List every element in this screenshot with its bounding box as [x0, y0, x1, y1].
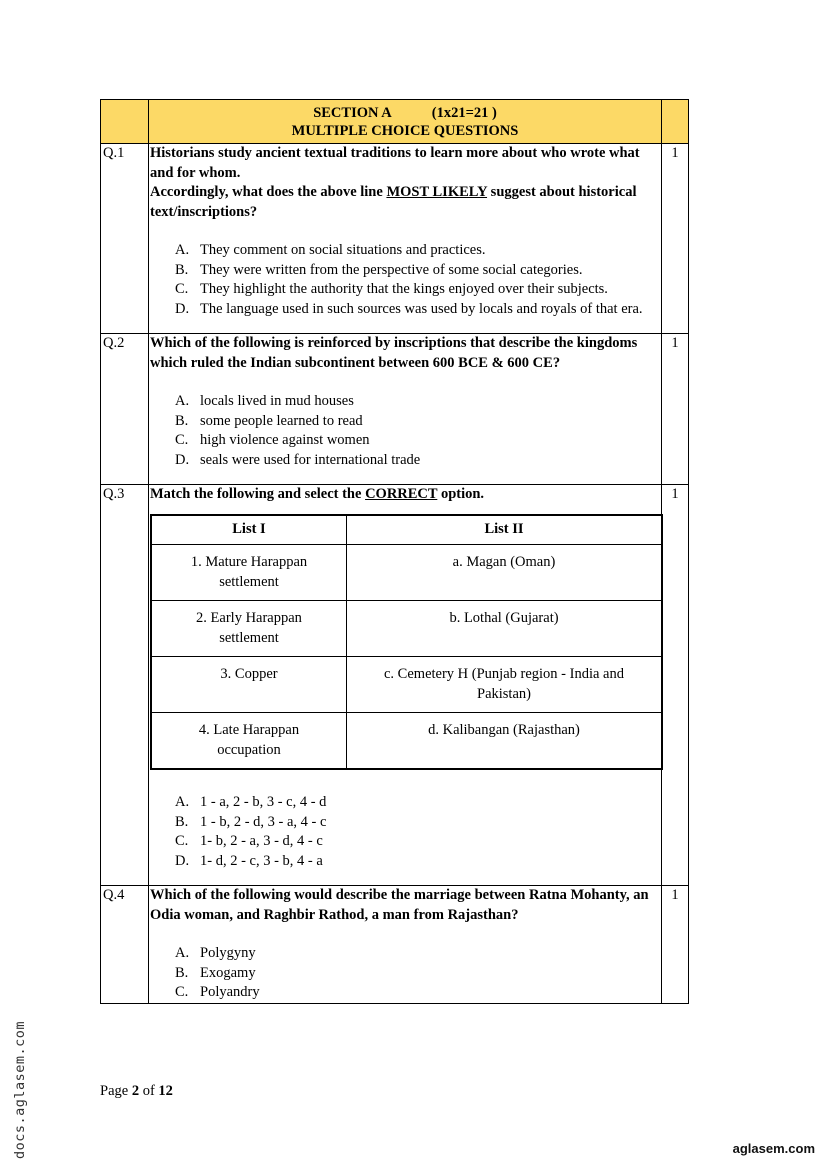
options-list: [150, 793, 661, 871]
section-title: SECTION A: [313, 105, 392, 121]
page-current: 2: [131, 1083, 140, 1099]
option-c: C. 1- b, 2 - a, 3 - d, 4 - c: [175, 833, 323, 849]
question-body: [149, 886, 662, 1004]
options-list: [150, 944, 661, 1003]
question-row-4: [101, 886, 689, 1004]
question-body: [149, 334, 662, 485]
question-marks: 1: [662, 144, 689, 334]
match-header-list-2: List II: [347, 515, 662, 545]
options-list: [150, 392, 661, 470]
question-marks: 1: [662, 334, 689, 485]
page-word: Page: [100, 1083, 129, 1099]
emphasis-underline: CORRECT: [365, 486, 438, 502]
section-header: [149, 100, 662, 144]
section-marks-scheme: (1x21=21 ): [431, 105, 497, 121]
option-c: C. high violence against women: [175, 432, 370, 448]
question-marks: 1: [662, 485, 689, 886]
question-number: Q.3: [101, 485, 149, 886]
section-header-row: [101, 100, 689, 144]
option-d: D. seals were used for international trade: [175, 451, 421, 468]
question-row-2: [101, 334, 689, 485]
option-a: A. locals lived in mud houses: [175, 393, 354, 409]
question-text: Historians study ancient textual traditions to learn more about who wrote what and for whom. Accordingly, what does the above line MOST LIKELY suggest about historical text/inscriptions?: [150, 145, 640, 220]
question-text: Which of the following would describe the marriage between Ratna Mohanty, an Odia woman, and Raghbir Rathod, a man from Rajasthan?: [150, 887, 649, 923]
question-text: Which of the following is reinforced by inscriptions that describe the kingdoms which ruled the Indian subcontinent between 600 BCE & 600 CE?: [150, 335, 638, 371]
match-row: 3. Copper c. Cemetery H (Punjab region - India and Pakistan): [152, 657, 662, 713]
section-subtitle: MULTIPLE CHOICE QUESTIONS: [291, 123, 519, 139]
question-number: Q.4: [101, 886, 149, 1004]
match-header-list-1: List I: [152, 515, 347, 545]
option-b: B. Exogamy: [175, 964, 256, 981]
option-a: A. Polygyny: [175, 945, 256, 961]
question-row-3: [101, 485, 689, 886]
option-a: A. They comment on social situations and practices.: [175, 242, 486, 258]
question-number: Q.1: [101, 144, 149, 334]
option-c: C. They highlight the authority that the kings enjoyed over their subjects.: [175, 281, 608, 297]
question-number: Q.2: [101, 334, 149, 485]
match-table: [151, 515, 662, 770]
emphasis-underline: MOST LIKELY: [386, 184, 488, 200]
match-row: 4. Late Harappan occupation d. Kalibangan (Rajasthan): [152, 713, 662, 769]
question-text: Match the following and select the CORRECT option.: [150, 486, 485, 502]
option-b: B. some people learned to read: [175, 412, 363, 429]
match-row: 1. Mature Harappan settlement a. Magan (Oman): [152, 545, 662, 601]
page-footer: [100, 1083, 173, 1100]
question-row-1: [101, 144, 689, 334]
option-d: D. The language used in such sources was used by locals and royals of that era.: [175, 300, 643, 317]
page-of: of: [142, 1083, 155, 1099]
option-a: A. 1 - a, 2 - b, 3 - c, 4 - d: [175, 794, 327, 810]
question-marks: 1: [662, 886, 689, 1004]
corner-watermark: aglasem.com: [732, 1141, 815, 1156]
option-b: B. They were written from the perspective of some social categories.: [175, 261, 583, 278]
option-d: D. 1- d, 2 - c, 3 - b, 4 - a: [175, 852, 323, 869]
question-table: [100, 99, 689, 1004]
match-row: 2. Early Harappan settlement b. Lothal (Gujarat): [152, 601, 662, 657]
option-b: B. 1 - b, 2 - d, 3 - a, 4 - c: [175, 813, 327, 830]
option-c: C. Polyandry: [175, 984, 260, 1000]
question-body: [149, 144, 662, 334]
page-total: 12: [158, 1083, 173, 1099]
side-watermark: docs.aglasem.com: [12, 1020, 28, 1159]
question-body: [149, 485, 662, 886]
options-list: [150, 241, 661, 319]
